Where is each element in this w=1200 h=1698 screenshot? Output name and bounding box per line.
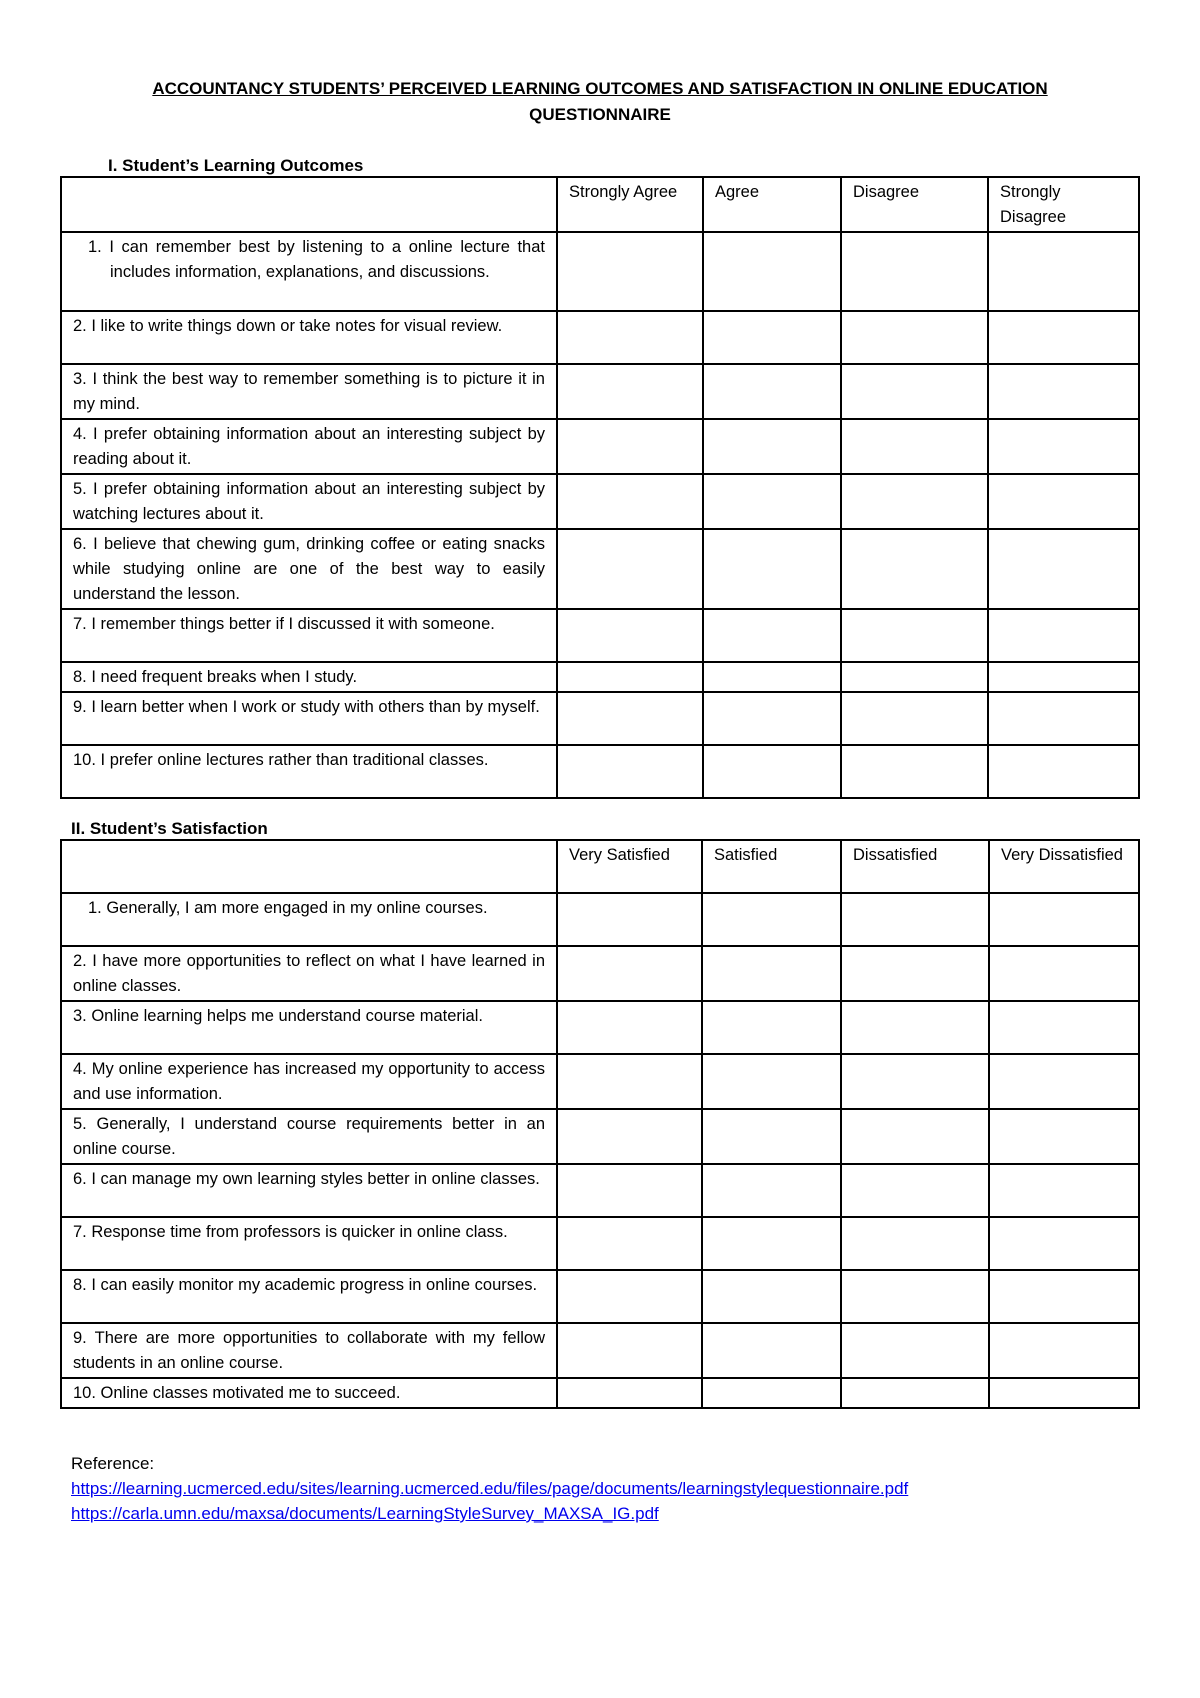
table-row (61, 662, 1139, 692)
table-row (61, 946, 1139, 1001)
response-cell[interactable] (702, 1109, 841, 1164)
response-cell[interactable] (989, 1270, 1139, 1323)
response-cell[interactable] (557, 745, 703, 798)
statement-cell: 4. My online experience has increased my opportunity to access and use information. (61, 1054, 557, 1109)
response-cell[interactable] (557, 1378, 702, 1408)
table-row (61, 1323, 1139, 1378)
satisfaction-table (60, 839, 1140, 1409)
statement-cell: 1. Generally, I am more engaged in my online courses. (61, 893, 557, 946)
response-cell[interactable] (702, 1270, 841, 1323)
statement-cell: 1. I can remember best by listening to a online lecture that includes information, explanations, and discussions. (61, 232, 557, 311)
table-row (61, 529, 1139, 609)
table-row (61, 419, 1139, 474)
response-cell[interactable] (703, 419, 841, 474)
response-cell[interactable] (841, 662, 988, 692)
response-cell[interactable] (702, 1164, 841, 1217)
response-cell[interactable] (702, 1378, 841, 1408)
column-header-dissatisfied: Dissatisfied (841, 840, 989, 893)
response-cell[interactable] (702, 946, 841, 1001)
table-header-row (61, 177, 1139, 232)
table-row (61, 1217, 1139, 1270)
response-cell[interactable] (557, 609, 703, 662)
column-header-very-dissatisfied: Very Dissatisfied (989, 840, 1139, 893)
column-header-disagree: Disagree (841, 177, 988, 232)
response-cell[interactable] (703, 692, 841, 745)
table-row (61, 1001, 1139, 1054)
response-cell[interactable] (703, 232, 841, 311)
response-cell[interactable] (988, 474, 1139, 529)
table-row (61, 1164, 1139, 1217)
response-cell[interactable] (702, 893, 841, 946)
response-cell[interactable] (841, 232, 988, 311)
response-cell[interactable] (841, 1217, 989, 1270)
table-row (61, 1378, 1139, 1408)
response-cell[interactable] (841, 946, 989, 1001)
response-cell[interactable] (557, 1109, 702, 1164)
document-title (60, 76, 1140, 128)
table-row (61, 893, 1139, 946)
statement-cell: 3. Online learning helps me understand course material. (61, 1001, 557, 1054)
table-row (61, 1054, 1139, 1109)
response-cell[interactable] (557, 311, 703, 364)
response-cell[interactable] (989, 1054, 1139, 1109)
response-cell[interactable] (702, 1054, 841, 1109)
section-1-heading: I. Student’s Learning Outcomes (108, 156, 364, 175)
response-cell[interactable] (841, 1323, 989, 1378)
statement-cell: 5. I prefer obtaining information about an interesting subject by watching lectures about it. (61, 474, 557, 529)
response-cell[interactable] (841, 1164, 989, 1217)
statement-cell: 9. I learn better when I work or study with others than by myself. (61, 692, 557, 745)
response-cell[interactable] (557, 1270, 702, 1323)
response-cell[interactable] (841, 609, 988, 662)
response-cell[interactable] (988, 232, 1139, 311)
statement-cell: 6. I can manage my own learning styles better in online classes. (61, 1164, 557, 1217)
table-header-row (61, 840, 1139, 893)
table-row (61, 474, 1139, 529)
title-line-2: QUESTIONNAIRE (529, 105, 671, 124)
table-row (61, 232, 1139, 311)
statement-cell: 4. I prefer obtaining information about an interesting subject by reading about it. (61, 419, 557, 474)
response-cell[interactable] (988, 529, 1139, 609)
statement-cell: 7. I remember things better if I discussed it with someone. (61, 609, 557, 662)
response-cell[interactable] (841, 419, 988, 474)
table-row (61, 364, 1139, 419)
response-cell[interactable] (557, 364, 703, 419)
column-header-agree: Agree (703, 177, 841, 232)
response-cell[interactable] (703, 474, 841, 529)
response-cell[interactable] (989, 1323, 1139, 1378)
response-cell[interactable] (988, 311, 1139, 364)
response-cell[interactable] (557, 1164, 702, 1217)
header-blank-cell (61, 177, 557, 232)
response-cell[interactable] (557, 893, 702, 946)
response-cell[interactable] (841, 893, 989, 946)
table-row (61, 1270, 1139, 1323)
column-header-satisfied: Satisfied (702, 840, 841, 893)
reference-link-2[interactable]: https://carla.umn.edu/maxsa/documents/LearningStyleSurvey_MAXSA_IG.pdf (71, 1504, 659, 1523)
response-cell[interactable] (557, 529, 703, 609)
response-cell[interactable] (988, 364, 1139, 419)
statement-cell: 9. There are more opportunities to collaborate with my fellow students in an online course. (61, 1323, 557, 1378)
statement-cell: 10. Online classes motivated me to succeed. (61, 1378, 557, 1408)
response-cell[interactable] (841, 692, 988, 745)
statement-cell: 7. Response time from professors is quicker in online class. (61, 1217, 557, 1270)
response-cell[interactable] (557, 692, 703, 745)
table-row (61, 692, 1139, 745)
column-header-strongly-disagree: Strongly Disagree (988, 177, 1139, 232)
response-cell[interactable] (989, 1378, 1139, 1408)
response-cell[interactable] (988, 419, 1139, 474)
response-cell[interactable] (988, 745, 1139, 798)
table-row (61, 311, 1139, 364)
response-cell[interactable] (702, 1217, 841, 1270)
response-cell[interactable] (557, 1217, 702, 1270)
response-cell[interactable] (989, 1164, 1139, 1217)
statement-cell: 6. I believe that chewing gum, drinking coffee or eating snacks while studying online are one of the best way to easily understand the lesson. (61, 529, 557, 609)
statement-cell: 8. I need frequent breaks when I study. (61, 662, 557, 692)
response-cell[interactable] (989, 1217, 1139, 1270)
response-cell[interactable] (703, 662, 841, 692)
column-header-very-satisfied: Very Satisfied (557, 840, 702, 893)
header-blank-cell (61, 840, 557, 893)
response-cell[interactable] (841, 745, 988, 798)
reference-link-1[interactable]: https://learning.ucmerced.edu/sites/learning.ucmerced.edu/files/page/documents/learningstylequestionnaire.pdf (71, 1479, 909, 1498)
statement-cell: 2. I like to write things down or take notes for visual review. (61, 311, 557, 364)
statement-cell: 10. I prefer online lectures rather than traditional classes. (61, 745, 557, 798)
response-cell[interactable] (988, 662, 1139, 692)
response-cell[interactable] (841, 1109, 989, 1164)
response-cell[interactable] (703, 609, 841, 662)
response-cell[interactable] (988, 609, 1139, 662)
response-cell[interactable] (841, 529, 988, 609)
column-header-strongly-agree: Strongly Agree (557, 177, 703, 232)
response-cell[interactable] (557, 419, 703, 474)
response-cell[interactable] (557, 662, 703, 692)
statement-cell: 5. Generally, I understand course requirements better in an online course. (61, 1109, 557, 1164)
response-cell[interactable] (703, 364, 841, 419)
reference-block (71, 1451, 908, 1526)
response-cell[interactable] (703, 745, 841, 798)
response-cell[interactable] (557, 474, 703, 529)
response-cell[interactable] (989, 893, 1139, 946)
response-cell[interactable] (557, 1323, 702, 1378)
response-cell[interactable] (703, 529, 841, 609)
learning-outcomes-table (60, 176, 1140, 799)
response-cell[interactable] (841, 474, 988, 529)
table-row (61, 745, 1139, 798)
table-row (61, 609, 1139, 662)
statement-cell: 2. I have more opportunities to reflect on what I have learned in online classes. (61, 946, 557, 1001)
response-cell[interactable] (841, 1378, 989, 1408)
response-cell[interactable] (702, 1001, 841, 1054)
response-cell[interactable] (703, 311, 841, 364)
section-2-heading: II. Student’s Satisfaction (71, 819, 268, 838)
statement-cell: 3. I think the best way to remember something is to picture it in my mind. (61, 364, 557, 419)
table-row (61, 1109, 1139, 1164)
response-cell[interactable] (841, 311, 988, 364)
title-line-1: ACCOUNTANCY STUDENTS’ PERCEIVED LEARNING OUTCOMES AND SATISFACTION IN ONLINE EDUCATION (152, 79, 1048, 98)
response-cell[interactable] (989, 946, 1139, 1001)
response-cell[interactable] (557, 946, 702, 1001)
statement-cell: 8. I can easily monitor my academic progress in online courses. (61, 1270, 557, 1323)
response-cell[interactable] (841, 1001, 989, 1054)
response-cell[interactable] (841, 1054, 989, 1109)
response-cell[interactable] (557, 232, 703, 311)
response-cell[interactable] (989, 1001, 1139, 1054)
response-cell[interactable] (841, 364, 988, 419)
reference-label: Reference: (71, 1454, 155, 1473)
response-cell[interactable] (989, 1109, 1139, 1164)
response-cell[interactable] (841, 1270, 989, 1323)
response-cell[interactable] (702, 1323, 841, 1378)
response-cell[interactable] (988, 692, 1139, 745)
response-cell[interactable] (557, 1054, 702, 1109)
response-cell[interactable] (557, 1001, 702, 1054)
